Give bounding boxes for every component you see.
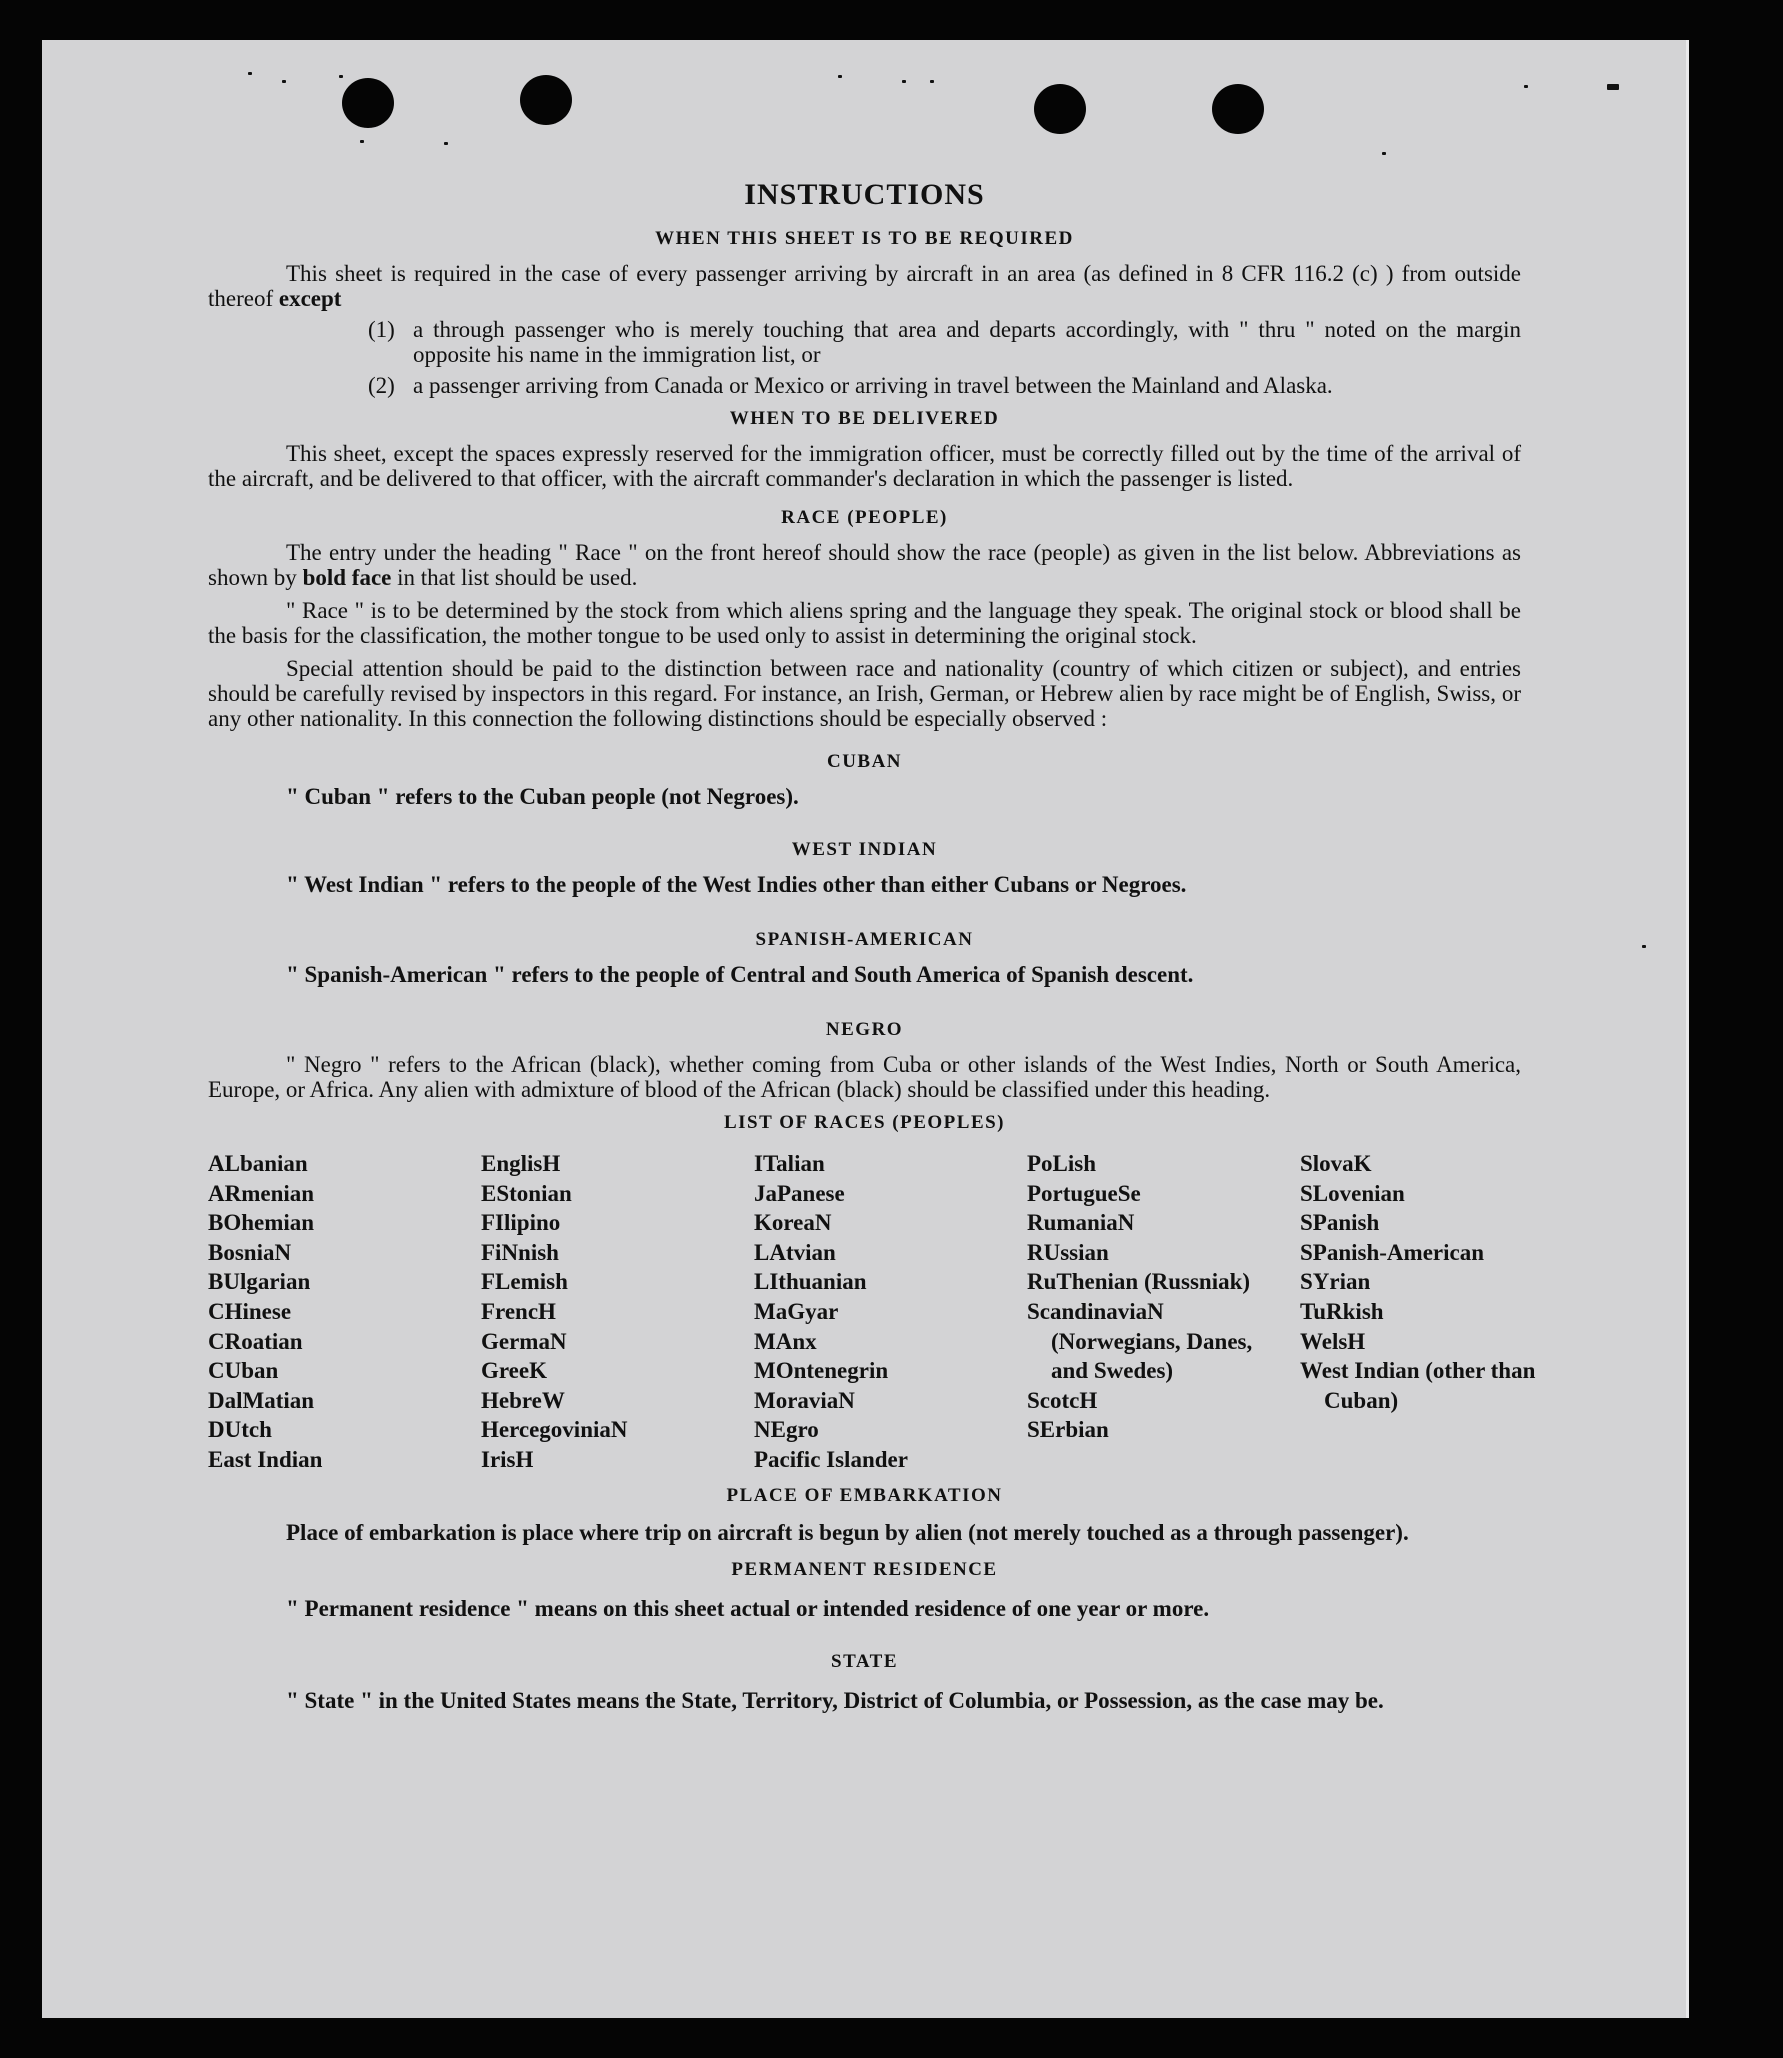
- speck: [1607, 84, 1619, 90]
- race-item: MOntenegrin: [754, 1358, 889, 1384]
- race-item: BosniaN: [208, 1239, 292, 1265]
- race-item: HebreW: [481, 1387, 565, 1413]
- race-item: PoLish: [1027, 1151, 1097, 1176]
- race-item: CUban: [208, 1358, 279, 1384]
- state-text: " State " in the United States means the State, Territory, District of Columbia, or Possession, as the case may be.: [286, 1687, 1384, 1713]
- list-item: [368, 317, 1521, 367]
- heading-when-delivered: WHEN TO BE DELIVERED: [729, 408, 1000, 429]
- speck: [360, 140, 364, 143]
- race-item: SPanish: [1300, 1210, 1380, 1236]
- heading-state: STATE: [831, 1650, 898, 1672]
- item-text: a passenger arriving from Canada or Mexico or arriving in travel between the Mainland and Alaska.: [413, 373, 1333, 398]
- races-column: [1300, 1149, 1536, 1475]
- races-column: [208, 1149, 481, 1475]
- race-item: SlovaK: [1300, 1151, 1372, 1176]
- race-item: SLovenian: [1300, 1180, 1405, 1206]
- race-item: FiNnish: [481, 1239, 559, 1265]
- race-item: CRoatian: [208, 1328, 303, 1354]
- speck: [1642, 945, 1646, 948]
- heading-race: RACE (PEOPLE): [781, 507, 948, 528]
- race-item: BOhemian: [208, 1210, 315, 1236]
- speck: [248, 72, 252, 75]
- item-number: (1): [368, 317, 395, 342]
- cuban-text: " Cuban " refers to the Cuban people (not Negroes).: [286, 784, 799, 809]
- when-required-intro: [208, 261, 1521, 311]
- race-paragraph-2: " Race " is to be determined by the stock from which aliens spring and the language they speak. The original stock or blood shall be the basis for the classification, the mother tongue to be used only to assist in determining the original stock.: [208, 598, 1521, 648]
- embarkation-text: Place of embarkation is place where trip on aircraft is begun by alien (not merely touched as a through passenger).: [286, 1519, 1409, 1545]
- race-item: TuRkish: [1300, 1298, 1384, 1324]
- race-item: RumaniaN: [1027, 1210, 1135, 1236]
- when-required-text: This sheet is required in the case of every passenger arriving by aircraft in an area (as defined in 8 CFR 116.2 (c) ) from outside thereof: [208, 261, 1521, 311]
- punch-hole: [1212, 84, 1264, 134]
- speck: [838, 75, 842, 78]
- when-delivered-text: This sheet, except the spaces expressly reserved for the immigration officer, must be correctly filled out by the time of the arrival of the aircraft, and be delivered to that officer, with the aircraft commander's declaration in which the passenger is listed.: [208, 441, 1521, 491]
- heading-west-indian: WEST INDIAN: [791, 839, 938, 860]
- race-item: KoreaN: [754, 1210, 832, 1236]
- race-item: Pacific Islander: [754, 1446, 908, 1472]
- list-item: [368, 373, 1521, 398]
- punch-hole: [520, 75, 572, 125]
- race-item: NEgro: [754, 1417, 819, 1443]
- race-item: WelsH: [1300, 1328, 1366, 1354]
- race-item: FIlipino: [481, 1210, 561, 1236]
- race-item: RuThenian (Russniak): [1027, 1269, 1251, 1295]
- race-item: LIthuanian: [754, 1269, 867, 1295]
- heading-list-of-races: LIST OF RACES (PEOPLES): [723, 1112, 1006, 1133]
- race-paragraph-1: [208, 540, 1521, 590]
- race-item: JaPanese: [754, 1180, 845, 1206]
- item-number: (2): [368, 373, 395, 398]
- residence-text: " Permanent residence " means on this sheet actual or intended residence of one year or more.: [286, 1595, 1210, 1621]
- races-list: [208, 1149, 1536, 1475]
- race-item: BUlgarian: [208, 1269, 311, 1295]
- race-item: DalMatian: [208, 1387, 315, 1413]
- speck: [339, 75, 343, 78]
- race-item: ALbanian: [208, 1151, 308, 1176]
- race-item: HercegoviniaN: [481, 1417, 628, 1443]
- race-item: RUssian: [1027, 1239, 1109, 1265]
- heading-when-required: WHEN THIS SHEET IS TO BE REQUIRED: [655, 228, 1074, 249]
- speck: [282, 80, 286, 83]
- heading-embarkation: PLACE OF EMBARKATION: [726, 1484, 1003, 1506]
- when-required-except: except: [278, 286, 342, 311]
- races-column: [1027, 1149, 1300, 1475]
- heading-residence: PERMANENT RESIDENCE: [731, 1558, 998, 1580]
- speck: [930, 80, 934, 83]
- race-item: EnglisH: [481, 1151, 561, 1176]
- race-item: ScandinaviaN (Norwegians, Danes, and Swedes): [1027, 1298, 1253, 1384]
- race-item: LAtvian: [754, 1239, 836, 1265]
- race-item: SYrian: [1300, 1269, 1371, 1295]
- race-item: GermaN: [481, 1328, 567, 1354]
- race-p1-text: The entry under the heading " Race " on the front hereof should show the race (people) as given in the list below. Abbreviations as shown by: [208, 540, 1521, 590]
- race-paragraph-3: Special attention should be paid to the distinction between race and nationality (country of which citizen or subject), and entries should be carefully revised by inspectors in this regard. For instance, an Irish, German, or Hebrew alien by race might be of English, Swiss, or any other nationality. In this connection the following distinctions should be especially observed :: [208, 656, 1521, 731]
- race-item: CHinese: [208, 1298, 292, 1324]
- punch-hole: [1034, 84, 1086, 134]
- races-column: [481, 1149, 754, 1475]
- race-item: PortugueSe: [1027, 1180, 1141, 1206]
- race-item: ScotcH: [1027, 1387, 1098, 1413]
- race-item: East Indian: [208, 1446, 323, 1472]
- race-p1-end: in that list should be used.: [397, 565, 638, 590]
- instructions-content: [208, 178, 1536, 1717]
- race-item: DUtch: [208, 1417, 272, 1443]
- heading-cuban: CUBAN: [826, 751, 903, 772]
- speck: [444, 142, 448, 145]
- race-item: MAnx: [754, 1328, 817, 1354]
- race-p1-bold: bold face: [302, 565, 392, 590]
- item-text: a through passenger who is merely touching that area and departs accordingly, with " thru " noted on the margin opposite his name in the immigration list, or: [413, 317, 1521, 367]
- race-item: West Indian (other than Cuban): [1300, 1358, 1536, 1413]
- heading-negro: NEGRO: [825, 1019, 904, 1040]
- page-title: INSTRUCTIONS: [744, 178, 985, 211]
- race-item: MaGyar: [754, 1298, 839, 1324]
- race-item: ARmenian: [208, 1180, 315, 1206]
- race-item: GreeK: [481, 1358, 547, 1384]
- punch-hole: [342, 78, 394, 128]
- heading-spanish-american: SPANISH-AMERICAN: [755, 929, 974, 950]
- speck: [1524, 85, 1528, 88]
- speck: [1382, 152, 1386, 155]
- race-item: MoraviaN: [754, 1387, 855, 1413]
- race-item: SPanish-American: [1300, 1239, 1484, 1265]
- spanish-american-text: " Spanish-American " refers to the people of Central and South America of Spanish descent.: [286, 962, 1194, 987]
- negro-text: " Negro " refers to the African (black), whether coming from Cuba or other islands of the West Indies, North or South America, Europe, or Africa. Any alien with admixture of blood of the African (black) should be classified under this heading.: [208, 1052, 1521, 1102]
- race-item: ITalian: [754, 1151, 825, 1176]
- west-indian-text: " West Indian " refers to the people of the West Indies other than either Cubans or Negroes.: [286, 872, 1187, 897]
- races-column: [754, 1149, 1027, 1475]
- race-item: SErbian: [1027, 1417, 1109, 1443]
- race-item: FrencH: [481, 1298, 556, 1324]
- race-item: IrisH: [481, 1446, 534, 1472]
- race-item: FLemish: [481, 1269, 568, 1295]
- race-item: EStonian: [481, 1180, 572, 1206]
- speck: [902, 80, 906, 83]
